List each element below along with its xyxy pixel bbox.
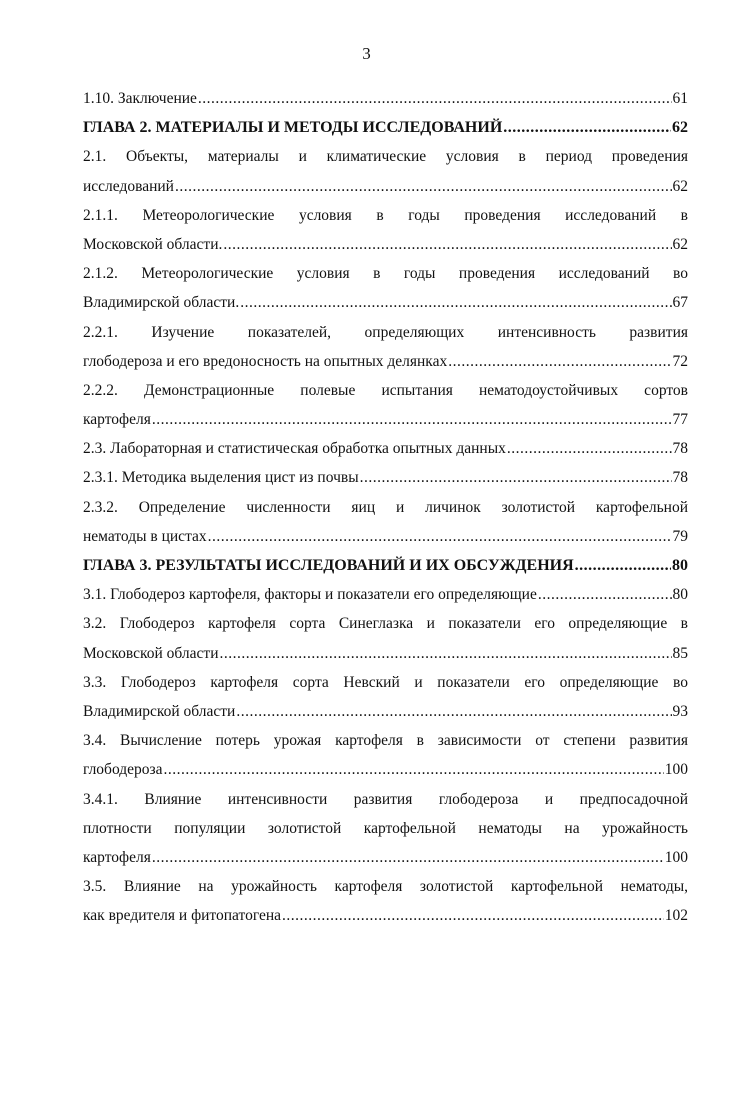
toc-entry[interactable] [83,580,688,609]
toc-entry-title: Владимирской области. [83,294,240,312]
dot-leader [448,347,671,376]
toc-entry-text-line: 3.4.1. Влияние интенсивности развития глободероза и предпосадочной [83,790,688,808]
toc-entry-title: исследований [83,177,174,195]
toc-entry-text-line: 3.5. Влияние на урожайность картофеля золотистой картофельной нематоды, [83,878,688,896]
dot-leader [208,522,672,551]
page-number: 3 [362,44,371,63]
toc-page-number: 77 [672,411,688,429]
toc-page-number: 100 [664,761,688,779]
toc-page-number: 62 [672,235,688,253]
dot-leader [240,288,671,317]
dot-leader [507,434,672,463]
toc-page-number: 80 [672,557,688,574]
toc-entry-text-line: 3.4. Вычисление потерь урожая картофеля в зависимости от степени развития [83,732,688,750]
toc-entry-title: глободероза [83,761,163,779]
toc-entry-text-line: 3.2. Глободероз картофеля сорта Синеглазка и показатели его определяющие в [83,615,688,633]
toc-entry[interactable] [83,142,688,200]
dot-leader [152,405,672,434]
toc-entry-text-line: 2.1.1. Метеорологические условия в годы проведения исследований в [83,206,688,224]
dot-leader [220,639,672,668]
table-of-contents [83,84,688,930]
toc-page-number: 78 [672,469,688,487]
toc-page-number: 78 [672,440,688,458]
toc-entry[interactable] [83,668,688,726]
toc-entry[interactable] [83,872,688,930]
toc-entry[interactable] [83,318,688,376]
toc-page-number: 100 [664,848,688,866]
toc-entry[interactable] [83,201,688,259]
toc-page-number: 102 [664,907,688,925]
dot-leader [282,901,664,930]
dot-leader [175,172,672,201]
dot-leader [152,843,664,872]
dot-leader [236,697,671,726]
toc-entry[interactable] [83,259,688,317]
toc-entry-title: 3.1. Глободероз картофеля, факторы и показатели его определяющие [83,586,537,604]
toc-entry-title: ГЛАВА 2. МАТЕРИАЛЫ И МЕТОДЫ ИССЛЕДОВАНИЙ [83,119,503,137]
toc-entry-title: Московской области [83,644,219,662]
toc-page-number: 62 [672,177,688,195]
toc-page-number: 67 [672,294,688,312]
toc-entry[interactable] [83,376,688,434]
toc-page-number: 93 [672,702,688,720]
toc-entry-title: Московской области. [83,235,223,253]
toc-page-number: 80 [672,586,688,604]
toc-entry-title: картофеля [83,848,151,866]
dot-leader [198,84,672,113]
dot-leader [223,230,671,259]
toc-entry-title: 2.3. Лабораторная и статистическая обработка опытных данных [83,440,506,458]
dot-leader [503,113,671,142]
toc-entry-text-line: плотности популяции золотистой картофельной нематоды на урожайность [83,819,688,837]
dot-leader [360,463,672,492]
dot-leader [538,580,672,609]
toc-entry-title: как вредителя и фитопатогена [83,907,282,925]
toc-chapter-entry[interactable] [83,113,688,142]
toc-entry-text-line: 2.1.2. Метеорологические условия в годы проведения исследований во [83,265,688,283]
toc-entry[interactable] [83,463,688,492]
dot-leader [575,551,671,580]
toc-page-number: 61 [672,90,688,107]
toc-entry[interactable] [83,609,688,667]
toc-page-number: 62 [672,119,688,137]
toc-entry-title: 1.10. Заключение [83,90,197,107]
toc-entry[interactable] [83,726,688,784]
toc-entry-title: Владимирской области [83,702,236,720]
toc-page-number: 79 [672,527,688,545]
toc-page-number: 72 [672,352,688,370]
toc-entry-title: глободероза и его вредоносность на опытных делянках [83,352,448,370]
toc-page-number: 85 [672,644,688,662]
toc-entry-title: нематоды в цистах [83,527,207,545]
toc-entry[interactable] [83,84,688,113]
toc-entry-text-line: 2.2.1. Изучение показателей, определяющих интенсивность развития [83,323,688,341]
toc-entry-title: 2.3.1. Методика выделения цист из почвы [83,469,359,487]
toc-entry-text-line: 2.2.2. Демонстрационные полевые испытания нематодоустойчивых сортов [83,381,688,399]
toc-chapter-entry[interactable] [83,551,688,580]
toc-entry[interactable] [83,785,688,873]
toc-entry-text-line: 2.3.2. Определение численности яиц и личинок золотистой картофельной [83,498,688,516]
toc-entry-title: картофеля [83,411,151,429]
dot-leader [164,755,664,784]
toc-entry[interactable] [83,493,688,551]
toc-entry-title: ГЛАВА 3. РЕЗУЛЬТАТЫ ИССЛЕДОВАНИЙ И ИХ ОБСУЖДЕНИЯ [83,557,574,574]
toc-entry[interactable] [83,434,688,463]
toc-entry-text-line: 2.1. Объекты, материалы и климатические условия в период проведения [83,148,688,166]
toc-entry-text-line: 3.3. Глободероз картофеля сорта Невский и показатели его определяющие во [83,673,688,691]
